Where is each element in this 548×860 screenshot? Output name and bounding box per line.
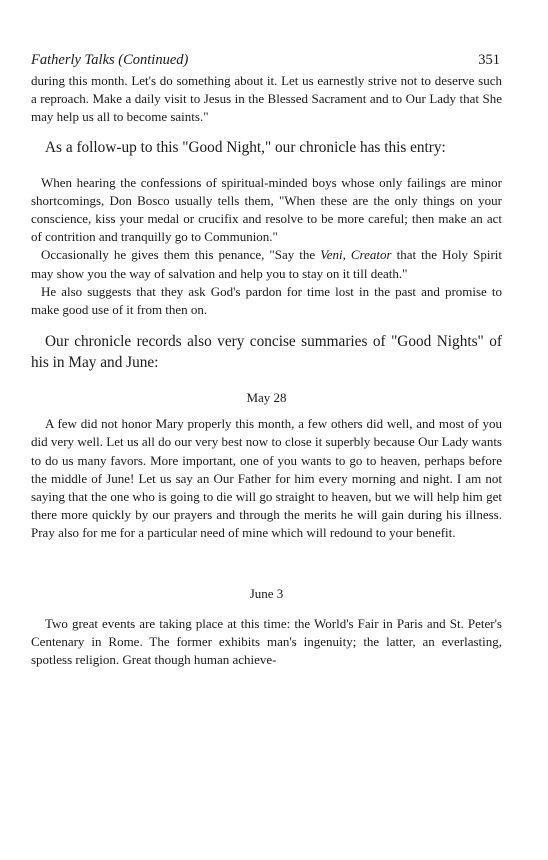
page-number: 351 [478, 52, 500, 68]
book-page [31, 52, 502, 669]
date-heading-june-3: June 3 [249, 585, 284, 601]
continued-paragraph: during this month. Let's do something about it. Let us earnestly strive not to deserve such a reproach. Make a daily visit to Jesus in the Blessed Sacrament and to Our Lady that She may help us all to become saints." [31, 73, 502, 125]
veni-creator-italic: Veni, Creator [320, 247, 392, 263]
chronicle-entry-pardon: He also suggests that they ask God's pardon for time lost in the past and promise to make good use of it from then on. [31, 283, 502, 318]
june-3-talk: Two great events are taking place at this time: the World's Fair in Paris and St. Peter's Centenary in Rome. The former exhibits man's ingenuity; the latter, an everlasting, spotless religion. Great though human achieve- [31, 615, 502, 668]
followup-paragraph: As a follow-up to this "Good Night," our chronicle has this entry: [45, 138, 446, 156]
may-28-talk: A few did not honor Mary properly this month, a few others did well, and most of you did very well. Let us all do our very best now to close it superbly because Our Lady wants to do us many favors. More important, one of you wants to go to heaven, perhaps before the middle of June! Let us say an Our Father for him every morning and night. I am not saying that the one who is going to die will go straight to heaven, but we will help him get there more quickly by our prayers and through the merits he will gain during his illness. Pray also for me for a particular need of mine which will redound to your benefit. [31, 416, 502, 541]
page-header [31, 52, 502, 72]
chronicle-entry-penance: Occasionally he gives them this penance, "Say the Veni, Creator that the Holy Spirit may show you the way of salvation and help you to stay on it till death." [31, 247, 502, 281]
chronicle-entry-confessions: When hearing the confessions of spiritual-minded boys whose only failings are minor shortcomings, Don Bosco usually tells them, "When these are the only things on your conscience, kiss your medal or crucifix and resolve to be more careful; then make an act of contrition and tranquilly go to Communion." [31, 174, 502, 245]
summaries-paragraph: Our chronicle records also very concise summaries of "Good Nights" of his in May and June: [31, 333, 502, 372]
date-heading-may-28: May 28 [246, 390, 287, 406]
running-title: Fatherly Talks (Continued) [31, 52, 189, 68]
